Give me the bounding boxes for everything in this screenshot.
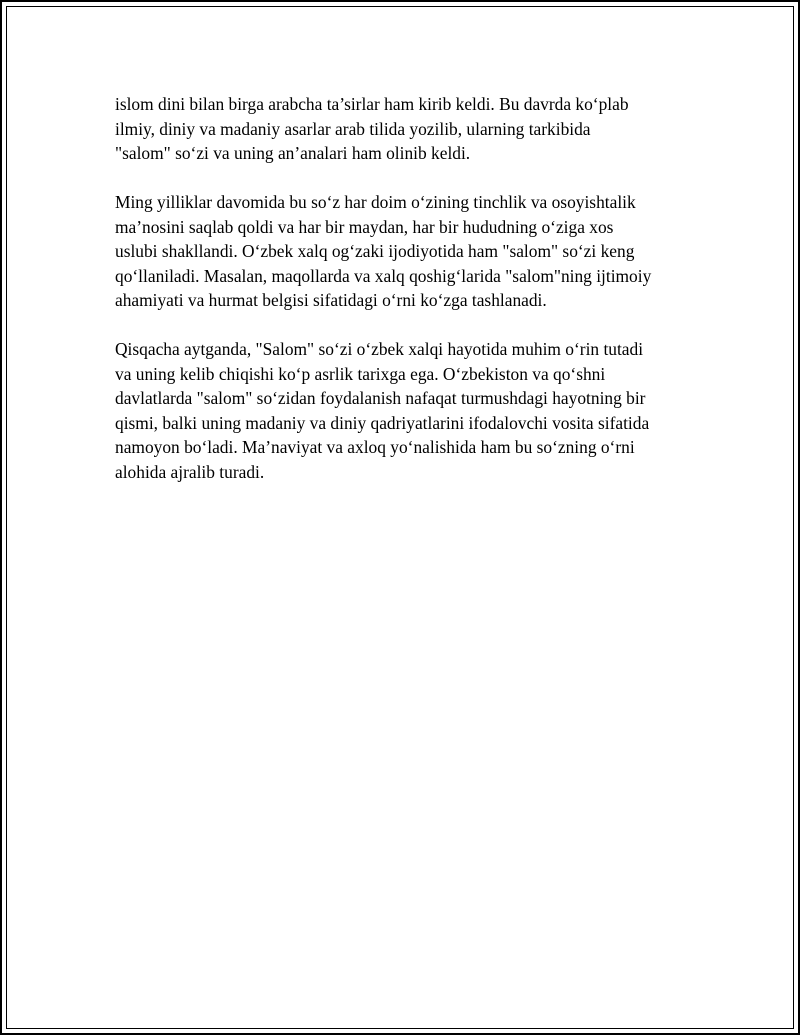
- paragraph-2: Ming yilliklar davomida bu so‘z har doim o‘zining tinchlik va osoyishtalik ma’nosini saqlab qoldi va har bir maydan, har bir hududning o‘ziga xos uslubi shakllandi. O‘zbek xalq og‘zaki ijodiyotida ham "salom" so‘zi keng qo‘llaniladi. Masalan, maqollarda va xalq qoshig‘larida "salom"ning ijtimoiy ahamiyati va hurmat belgisi sifatidagi o‘rni ko‘zga tashlanadi.: [115, 192, 652, 310]
- paragraph-1: islom dini bilan birga arabcha ta’sirlar ham kirib keldi. Bu davrda ko‘plab ilmiy, diniy va madaniy asarlar arab tilida yozilib, ularning tarkibida "salom" so‘zi va uning an’analari ham olinib keldi.: [115, 94, 629, 163]
- document-body: [115, 92, 705, 509]
- paragraph-3: Qisqacha aytganda, "Salom" so‘zi o‘zbek xalqi hayotida muhim o‘rin tutadi va uning kelib chiqishi ko‘p asrlik tarixga ega. O‘zbekiston va qo‘shni davlatlarda "salom" so‘zidan foydalanish nafaqat turmushdagi hayotning bir qismi, balki uning madaniy va diniy qadriyatlarini ifodalovchi vosita sifatida namoyon bo‘ladi. Ma’naviyat va axloq yo‘nalishida ham bu so‘zning o‘rni alohida ajralib turadi.: [115, 339, 650, 482]
